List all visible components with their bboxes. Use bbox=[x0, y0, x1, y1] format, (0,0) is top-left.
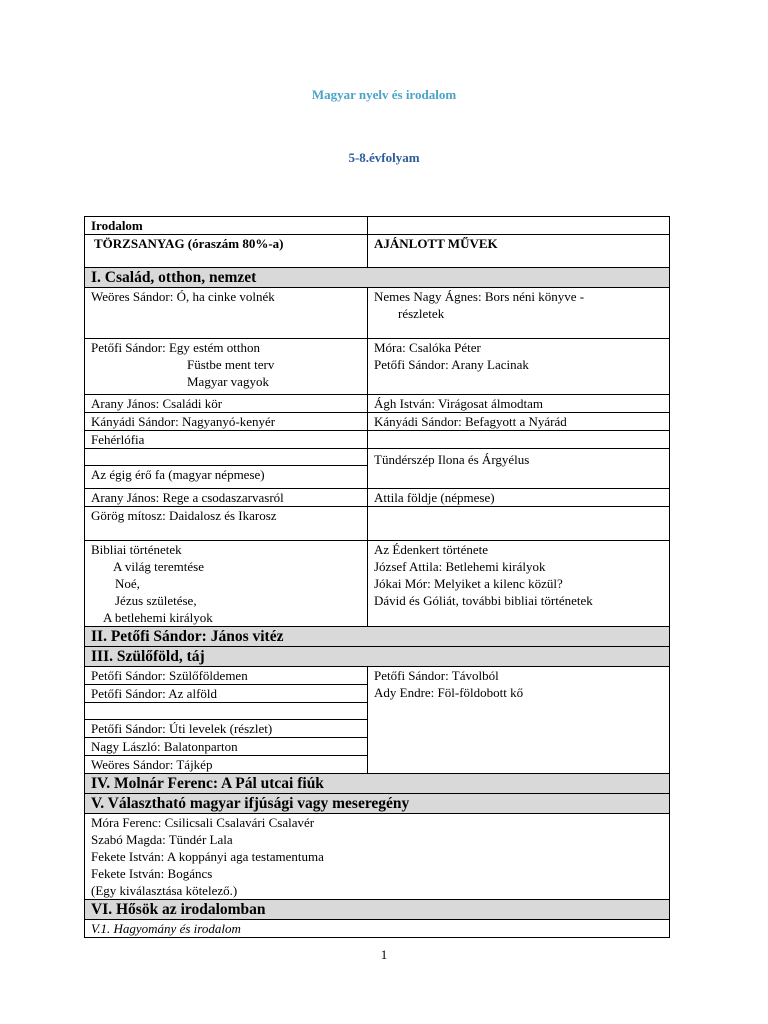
core-work: Petőfi Sándor: Úti levelek (részlet) bbox=[85, 720, 368, 738]
core-work: Weöres Sándor: Ó, ha cinke volnék bbox=[85, 288, 368, 339]
core-work: Kányádi Sándor: Nagyanyó-kenyér bbox=[85, 413, 368, 431]
grade-range-title: 5-8.évfolyam bbox=[348, 150, 420, 165]
section-heading-3: III. Szülőföld, táj bbox=[85, 647, 670, 667]
core-work: Arany János: Rege a csodaszarvasról bbox=[85, 489, 368, 507]
novel-line: Móra Ferenc: Csilicsali Csalavári Csalavér bbox=[91, 815, 315, 830]
table-head-label: Irodalom bbox=[85, 217, 368, 235]
recommended-work-line: Az Édenkert története bbox=[374, 542, 489, 557]
document-subject-title: Magyar nyelv és irodalom bbox=[311, 87, 457, 102]
section-heading-6: VI. Hősök az irodalomban bbox=[85, 900, 670, 920]
section-heading-2: II. Petőfi Sándor: János vitéz bbox=[85, 627, 670, 647]
recommended-work bbox=[368, 541, 670, 627]
optional-novels bbox=[85, 814, 670, 900]
core-work: Arany János: Családi kör bbox=[85, 395, 368, 413]
core-work-line: Füstbe ment terv bbox=[187, 357, 275, 372]
core-work: Petőfi Sándor: Szülőföldemen bbox=[85, 667, 368, 685]
recommended-work bbox=[368, 339, 670, 395]
core-work: Fehérlófia bbox=[85, 431, 368, 449]
core-work-line: Bibliai történetek bbox=[91, 542, 182, 557]
core-work: Az égig érő fa (magyar népmese) bbox=[85, 466, 368, 489]
recommended-work: Kányádi Sándor: Befagyott a Nyárád bbox=[368, 413, 670, 431]
recommended-work-line: József Attila: Betlehemi királyok bbox=[374, 559, 546, 574]
core-work-empty bbox=[85, 703, 368, 720]
recommended-work bbox=[368, 288, 670, 339]
recommended-work bbox=[368, 667, 670, 774]
recommended-work: Attila földje (népmese) bbox=[368, 489, 670, 507]
curriculum-table bbox=[84, 216, 670, 938]
section-heading-5: V. Választható magyar ifjúsági vagy meseregény bbox=[85, 794, 670, 814]
core-work: Weöres Sándor: Tájkép bbox=[85, 756, 368, 774]
recommended-column-header: AJÁNLOTT MŰVEK bbox=[368, 235, 670, 268]
core-work: Nagy László: Balatonparton bbox=[85, 738, 368, 756]
novel-line: Fekete István: Bogáncs bbox=[91, 866, 213, 881]
core-work-line: Jézus születése, bbox=[115, 593, 197, 608]
recommended-work-line: Petőfi Sándor: Távolból bbox=[374, 668, 499, 683]
core-work bbox=[85, 339, 368, 395]
core-work-line: Noé, bbox=[115, 576, 140, 591]
section-heading-4: IV. Molnár Ferenc: A Pál utcai fiúk bbox=[85, 774, 670, 794]
recommended-work-line: Nemes Nagy Ágnes: Bors néni könyve - bbox=[374, 289, 585, 304]
core-work: Petőfi Sándor: Az alföld bbox=[85, 685, 368, 703]
core-work-empty bbox=[85, 449, 368, 466]
table-head-empty bbox=[368, 217, 670, 235]
recommended-work-empty bbox=[368, 431, 670, 449]
recommended-work-line: Ady Endre: Föl-földobott kő bbox=[374, 685, 524, 700]
core-work-line: Petőfi Sándor: Egy estém otthon bbox=[91, 340, 260, 355]
core-work-line: Magyar vagyok bbox=[187, 374, 269, 389]
recommended-work-empty bbox=[368, 507, 670, 541]
page-number: 1 bbox=[380, 947, 388, 962]
novel-note: (Egy kiválasztása kötelező.) bbox=[91, 883, 238, 898]
novel-line: Szabó Magda: Tündér Lala bbox=[91, 832, 233, 847]
novel-line: Fekete István: A koppányi aga testamentuma bbox=[91, 849, 324, 864]
subsection-heading: V.1. Hagyomány és irodalom bbox=[85, 920, 670, 938]
recommended-work: Ágh István: Virágosat álmodtam bbox=[368, 395, 670, 413]
core-work-line: A világ teremtése bbox=[113, 559, 204, 574]
recommended-work-line: Dávid és Góliát, további bibliai történetek bbox=[374, 593, 593, 608]
core-work: Görög mítosz: Daidalosz és Ikarosz bbox=[85, 507, 368, 541]
recommended-work: Tündérszép Ilona és Árgyélus bbox=[368, 449, 670, 489]
recommended-work-line: Móra: Csalóka Péter bbox=[374, 340, 481, 355]
recommended-work-line: részletek bbox=[398, 306, 445, 321]
core-column-header: TÖRZSANYAG (óraszám 80%-a) bbox=[85, 235, 368, 268]
recommended-work-line: Jókai Mór: Melyiket a kilenc közül? bbox=[374, 576, 563, 591]
section-heading-1: I. Család, otthon, nemzet bbox=[85, 268, 670, 288]
core-work bbox=[85, 541, 368, 627]
recommended-work-line: Petőfi Sándor: Arany Lacinak bbox=[374, 357, 529, 372]
core-work-line: A betlehemi királyok bbox=[103, 610, 213, 625]
